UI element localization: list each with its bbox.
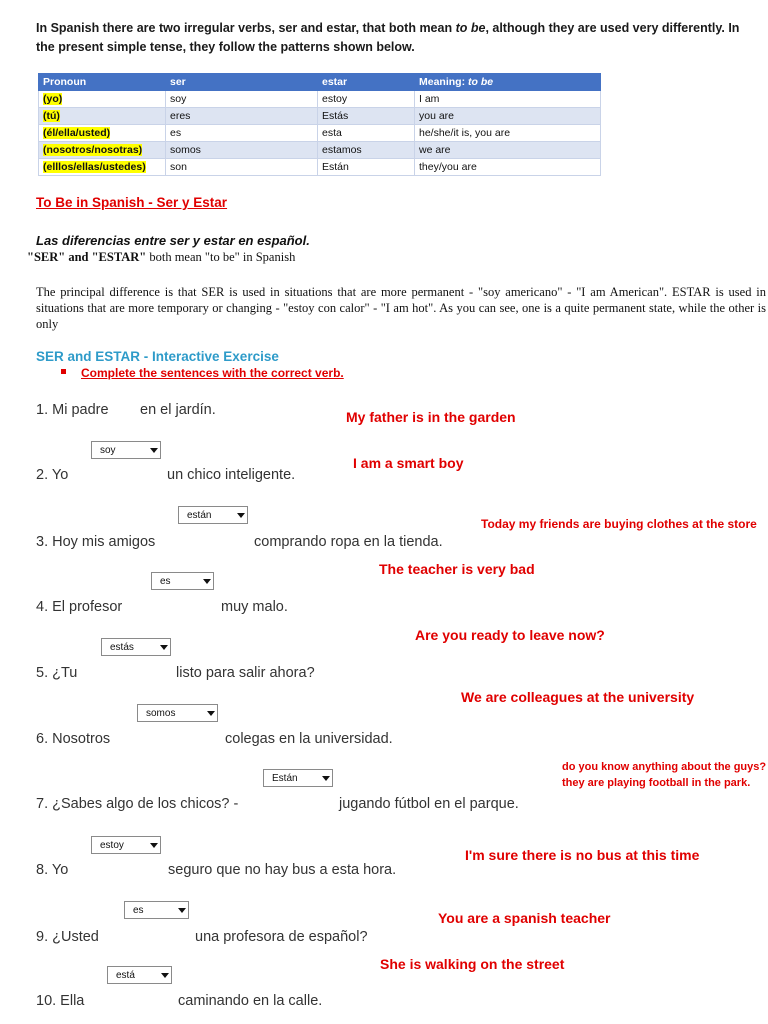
- dropdown-value: es: [160, 575, 171, 587]
- sentence-6-end: colegas en la universidad.: [225, 731, 393, 747]
- header-meaning: [415, 74, 601, 91]
- translation-9: You are a spanish teacher: [438, 910, 611, 926]
- table-row: [39, 108, 601, 125]
- ser-estar-line: [27, 250, 295, 265]
- intro-emphasis: to be: [455, 21, 486, 35]
- exercise-title: SER and ESTAR - Interactive Exercise: [36, 349, 279, 364]
- sentence-6-start: 6. Nosotros: [36, 731, 111, 747]
- table-row: [39, 142, 601, 159]
- pronoun-cell: [39, 91, 166, 108]
- dropdown-value: es: [133, 904, 144, 916]
- answer-dropdown-4[interactable]: [151, 572, 214, 590]
- pronoun-cell: [39, 108, 166, 125]
- intro-paragraph: [36, 19, 746, 57]
- answer-dropdown-2[interactable]: [91, 441, 161, 459]
- answer-dropdown-10[interactable]: [107, 966, 172, 984]
- chevron-down-icon: [175, 902, 188, 918]
- pronoun-highlight: (yo): [43, 93, 63, 105]
- dropdown-value: estás: [110, 641, 134, 653]
- meaning-cell: I am: [415, 91, 601, 108]
- meaning-cell: you are: [415, 108, 601, 125]
- pronoun-highlight: (tú): [43, 110, 60, 122]
- intro-part1: In Spanish there are two irregular verbs, ser and estar, that both mean: [36, 21, 456, 35]
- sentence-4-end: muy malo.: [221, 599, 288, 615]
- pronoun-highlight: (él/ella/usted): [43, 127, 111, 139]
- estar-cell: Estás: [318, 108, 415, 125]
- estar-cell: Están: [318, 159, 415, 176]
- answer-dropdown-3[interactable]: [178, 506, 248, 524]
- header-meaning-emphasis: to be: [468, 76, 494, 88]
- title-link[interactable]: To Be in Spanish - Ser y Estar: [36, 195, 228, 210]
- estar-cell: estamos: [318, 142, 415, 159]
- chevron-down-icon: [200, 573, 213, 589]
- sentence-10-end: caminando en la calle.: [178, 993, 323, 1009]
- header-pronoun: Pronoun: [39, 74, 166, 91]
- answer-dropdown-7[interactable]: [263, 769, 333, 787]
- sentence-2-end: un chico inteligente.: [167, 467, 296, 483]
- ser-cell: soy: [166, 91, 318, 108]
- table-header-row: [39, 74, 601, 91]
- answer-dropdown-9[interactable]: [124, 901, 189, 919]
- conjugation-table: [38, 73, 601, 176]
- header-meaning-label: Meaning:: [419, 76, 468, 88]
- estar-cell: estoy: [318, 91, 415, 108]
- estar-cell: esta: [318, 125, 415, 142]
- translation-6: We are colleagues at the university: [461, 689, 695, 705]
- ser-cell: es: [166, 125, 318, 142]
- translation-4: The teacher is very bad: [379, 561, 535, 577]
- meaning-cell: we are: [415, 142, 601, 159]
- translation-3: Today my friends are buying clothes at the store: [481, 517, 757, 531]
- pronoun-cell: [39, 142, 166, 159]
- table-row: [39, 125, 601, 142]
- ser-cell: eres: [166, 108, 318, 125]
- header-ser: ser: [166, 74, 318, 91]
- exercise-instruction: Complete the sentences with the correct verb.: [81, 366, 344, 380]
- ser-estar-bold: "SER" and "ESTAR": [27, 250, 147, 264]
- bullet-marker: [61, 369, 66, 374]
- sentence-9-end: una profesora de español?: [195, 929, 368, 945]
- ser-cell: somos: [166, 142, 318, 159]
- ser-cell: son: [166, 159, 318, 176]
- sentence-1-end: en el jardín.: [140, 402, 216, 418]
- meaning-cell: they/you are: [415, 159, 601, 176]
- principal-difference-paragraph: The principal difference is that SER is used in situations that are more permanent - "soy americano" - "I am American". ESTAR is used in situations that are more temporary or changing - "estoy con calor" - "I am hot". As you can see, one is a quite permanent state, while the other is only: [36, 285, 766, 331]
- sentence-7-start: 7. ¿Sabes algo de los chicos? -: [36, 796, 239, 812]
- pronoun-highlight: (nosotros/nosotras): [43, 144, 143, 156]
- chevron-down-icon: [204, 705, 217, 721]
- sentence-8-start: 8. Yo: [36, 862, 69, 878]
- chevron-down-icon: [158, 967, 171, 983]
- translation-1: My father is in the garden: [346, 409, 516, 425]
- answer-dropdown-8[interactable]: [91, 836, 161, 854]
- dropdown-value: soy: [100, 444, 116, 456]
- chevron-down-icon: [319, 770, 332, 786]
- dropdown-value: estoy: [100, 839, 124, 851]
- translation-2: I am a smart boy: [353, 455, 464, 471]
- pronoun-highlight: (elllos/ellas/ustedes): [43, 161, 146, 173]
- sentence-7-end: jugando fútbol en el parque.: [339, 796, 519, 812]
- answer-dropdown-6[interactable]: [137, 704, 218, 722]
- dropdown-value: somos: [146, 707, 176, 719]
- ser-estar-rest: both mean "to be" in Spanish: [146, 250, 296, 264]
- sentence-4-start: 4. El profesor: [36, 599, 123, 615]
- translation-7-line1: do you know anything about the guys?: [562, 761, 767, 773]
- sentence-2-start: 2. Yo: [36, 467, 69, 483]
- dropdown-value: están: [187, 509, 212, 521]
- sentence-5-end: listo para salir ahora?: [176, 665, 315, 681]
- chevron-down-icon: [157, 639, 170, 655]
- translation-5: Are you ready to leave now?: [415, 627, 605, 643]
- meaning-cell: he/she/it is, you are: [415, 125, 601, 142]
- sentence-1-start: 1. Mi padre: [36, 402, 109, 418]
- sentence-3-end: comprando ropa en la tienda.: [254, 534, 443, 550]
- sentence-8-end: seguro que no hay bus a esta hora.: [168, 862, 397, 878]
- intro-part2: , although they are used very differently. In the present simple tense, they follow the patterns shown below.: [36, 21, 740, 54]
- sentence-9-start: 9. ¿Usted: [36, 929, 99, 945]
- answer-dropdown-5[interactable]: [101, 638, 171, 656]
- translation-8: I'm sure there is no bus at this time: [465, 847, 700, 863]
- pronoun-cell: [39, 125, 166, 142]
- dropdown-value: está: [116, 969, 135, 981]
- chevron-down-icon: [234, 507, 247, 523]
- sentence-3-start: 3. Hoy mis amigos: [36, 534, 156, 550]
- chevron-down-icon: [147, 442, 160, 458]
- table-row: [39, 91, 601, 108]
- pronoun-cell: [39, 159, 166, 176]
- header-estar: estar: [318, 74, 415, 91]
- sentence-10-start: 10. Ella: [36, 993, 85, 1009]
- sentence-5-start: 5. ¿Tu: [36, 665, 78, 681]
- translation-7-line2: they are playing football in the park.: [562, 777, 751, 789]
- translation-10: She is walking on the street: [380, 956, 565, 972]
- dropdown-value: Están: [272, 772, 298, 784]
- differences-heading: Las diferencias entre ser y estar en español.: [36, 233, 310, 248]
- chevron-down-icon: [147, 837, 160, 853]
- table-row: [39, 159, 601, 176]
